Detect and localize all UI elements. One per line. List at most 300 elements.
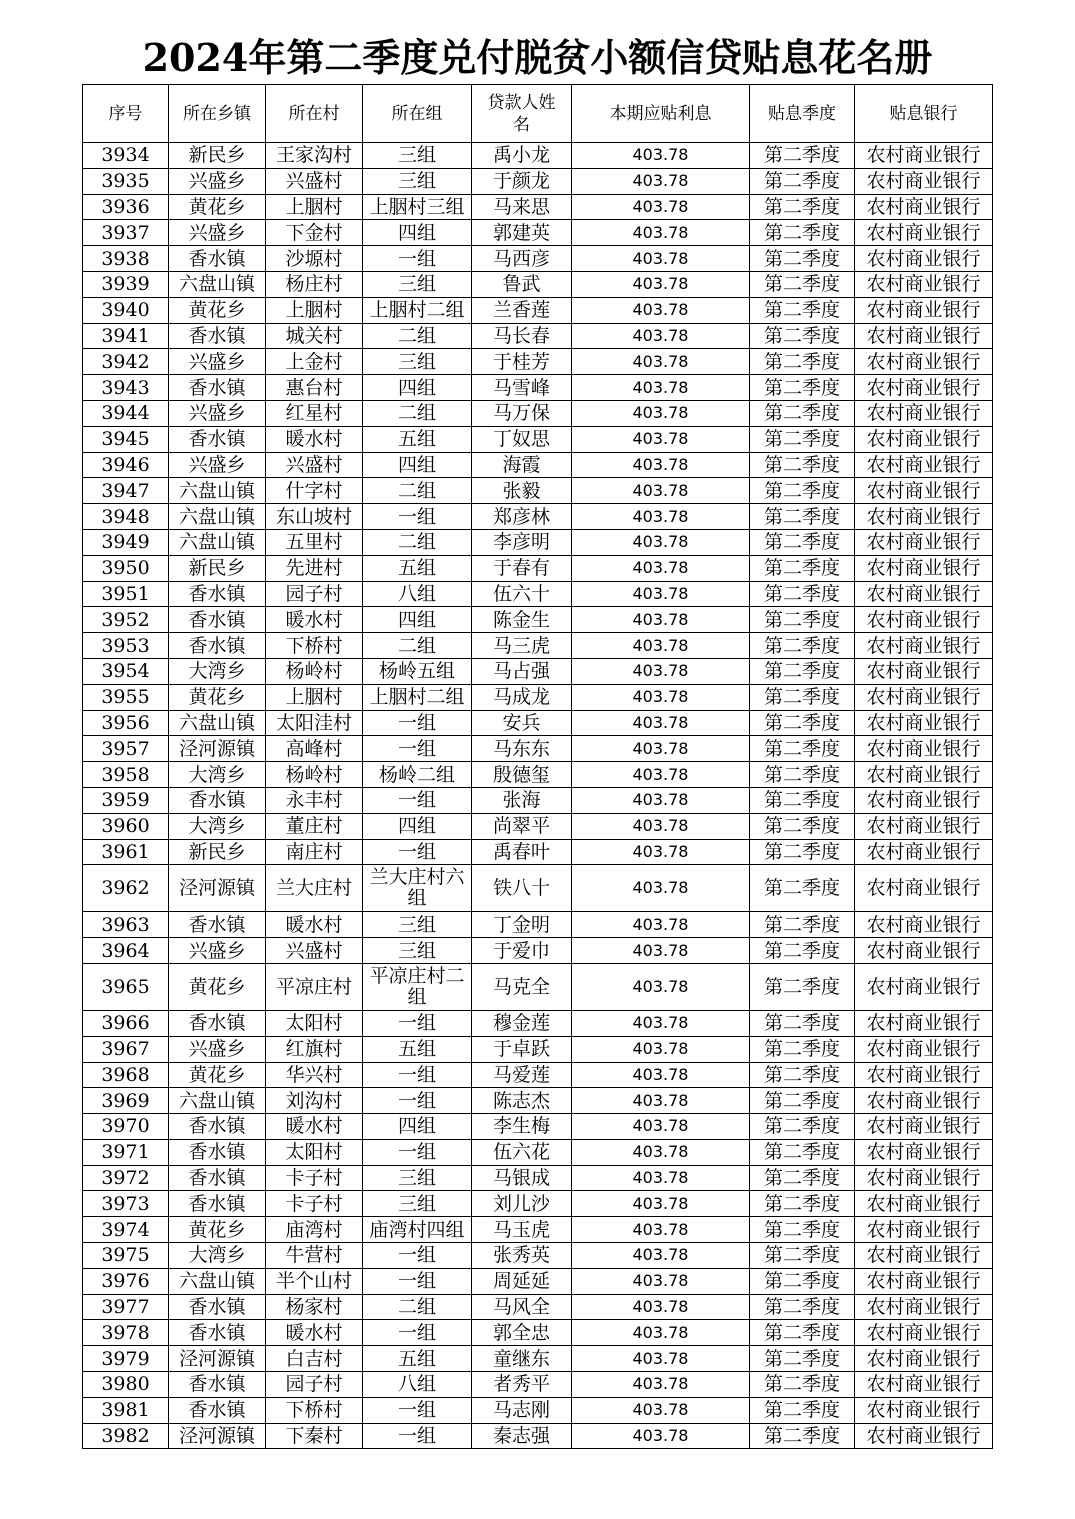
bank-cell: 农村商业银行: [855, 787, 993, 813]
quarter-cell: 第二季度: [750, 194, 855, 220]
township-cell: 香水镇: [169, 426, 266, 452]
bank-cell: 农村商业银行: [855, 1397, 993, 1423]
table-row: [83, 1217, 993, 1243]
seq-cell: 3937: [83, 220, 169, 246]
bank-cell: 农村商业银行: [855, 581, 993, 607]
interest-cell: 403.78: [572, 1114, 750, 1140]
interest-cell: 403.78: [572, 246, 750, 272]
group-cell: 五组: [363, 555, 472, 581]
seq-cell: 3957: [83, 736, 169, 762]
group-cell: 一组: [363, 1320, 472, 1346]
seq-cell: 3979: [83, 1346, 169, 1372]
township-cell: 香水镇: [169, 787, 266, 813]
seq-cell: 3960: [83, 813, 169, 839]
quarter-cell: 第二季度: [750, 813, 855, 839]
seq-cell: 3963: [83, 912, 169, 938]
interest-cell: 403.78: [572, 736, 750, 762]
group-cell: 二组: [363, 633, 472, 659]
quarter-cell: 第二季度: [750, 581, 855, 607]
township-cell: 兴盛乡: [169, 1036, 266, 1062]
table-row: [83, 839, 993, 865]
seq-cell: 3965: [83, 963, 169, 1010]
group-cell: 三组: [363, 271, 472, 297]
seq-cell: 3976: [83, 1268, 169, 1294]
township-cell: 六盘山镇: [169, 710, 266, 736]
interest-cell: 403.78: [572, 143, 750, 169]
township-cell: 黄花乡: [169, 297, 266, 323]
township-cell: 香水镇: [169, 375, 266, 401]
quarter-cell: 第二季度: [750, 271, 855, 297]
township-cell: 六盘山镇: [169, 271, 266, 297]
seq-cell: 3971: [83, 1139, 169, 1165]
group-cell: 一组: [363, 1010, 472, 1036]
seq-cell: 3977: [83, 1294, 169, 1320]
township-cell: 泾河源镇: [169, 736, 266, 762]
borrower-cell: 者秀平: [472, 1372, 572, 1398]
borrower-cell: 马占强: [472, 658, 572, 684]
seq-cell: 3939: [83, 271, 169, 297]
township-cell: 六盘山镇: [169, 529, 266, 555]
township-cell: 香水镇: [169, 581, 266, 607]
quarter-cell: 第二季度: [750, 400, 855, 426]
quarter-cell: 第二季度: [750, 1346, 855, 1372]
township-cell: 大湾乡: [169, 813, 266, 839]
borrower-cell: 于卓跃: [472, 1036, 572, 1062]
village-cell: 兰大庄村: [266, 865, 363, 912]
bank-cell: 农村商业银行: [855, 220, 993, 246]
township-cell: 香水镇: [169, 1191, 266, 1217]
village-cell: 暖水村: [266, 1320, 363, 1346]
group-cell: 四组: [363, 813, 472, 839]
bank-cell: 农村商业银行: [855, 555, 993, 581]
village-cell: 杨岭村: [266, 762, 363, 788]
table-row: [83, 1088, 993, 1114]
village-cell: 上金村: [266, 349, 363, 375]
village-cell: 暖水村: [266, 912, 363, 938]
township-cell: 兴盛乡: [169, 938, 266, 964]
borrower-cell: 刘儿沙: [472, 1191, 572, 1217]
village-cell: 先进村: [266, 555, 363, 581]
seq-cell: 3946: [83, 452, 169, 478]
bank-cell: 农村商业银行: [855, 1165, 993, 1191]
interest-cell: 403.78: [572, 658, 750, 684]
borrower-cell: 周延延: [472, 1268, 572, 1294]
interest-cell: 403.78: [572, 607, 750, 633]
bank-cell: 农村商业银行: [855, 633, 993, 659]
seq-cell: 3948: [83, 504, 169, 530]
village-cell: 王家沟村: [266, 143, 363, 169]
bank-cell: 农村商业银行: [855, 375, 993, 401]
borrower-cell: 伍六花: [472, 1139, 572, 1165]
bank-cell: 农村商业银行: [855, 143, 993, 169]
borrower-cell: 马长春: [472, 323, 572, 349]
group-cell: 一组: [363, 1397, 472, 1423]
interest-cell: 403.78: [572, 168, 750, 194]
quarter-cell: 第二季度: [750, 633, 855, 659]
seq-cell: 3955: [83, 684, 169, 710]
column-header-township: 所在乡镇: [169, 85, 266, 143]
township-cell: 香水镇: [169, 1397, 266, 1423]
township-cell: 香水镇: [169, 607, 266, 633]
borrower-cell: 陈金生: [472, 607, 572, 633]
interest-cell: 403.78: [572, 839, 750, 865]
interest-cell: 403.78: [572, 963, 750, 1010]
group-cell: 上胭村三组: [363, 194, 472, 220]
table-row: [83, 1268, 993, 1294]
table-row: [83, 323, 993, 349]
table-row: [83, 375, 993, 401]
seq-cell: 3962: [83, 865, 169, 912]
table-row: [83, 555, 993, 581]
group-cell: 四组: [363, 220, 472, 246]
interest-cell: 403.78: [572, 912, 750, 938]
group-cell: 三组: [363, 938, 472, 964]
group-cell: 五组: [363, 1036, 472, 1062]
bank-cell: 农村商业银行: [855, 1036, 993, 1062]
seq-cell: 3956: [83, 710, 169, 736]
table-row: [83, 400, 993, 426]
interest-cell: 403.78: [572, 400, 750, 426]
table-row: [83, 710, 993, 736]
bank-cell: 农村商业银行: [855, 478, 993, 504]
column-header-village: 所在村: [266, 85, 363, 143]
quarter-cell: 第二季度: [750, 1320, 855, 1346]
seq-cell: 3959: [83, 787, 169, 813]
table-row: [83, 1036, 993, 1062]
interest-cell: 403.78: [572, 865, 750, 912]
quarter-cell: 第二季度: [750, 297, 855, 323]
borrower-cell: 丁金明: [472, 912, 572, 938]
village-cell: 庙湾村: [266, 1217, 363, 1243]
village-cell: 兴盛村: [266, 168, 363, 194]
header-row: [83, 85, 993, 143]
group-cell: 杨岭五组: [363, 658, 472, 684]
borrower-cell: 马来思: [472, 194, 572, 220]
group-cell: 一组: [363, 504, 472, 530]
borrower-cell: 张毅: [472, 478, 572, 504]
township-cell: 黄花乡: [169, 194, 266, 220]
quarter-cell: 第二季度: [750, 452, 855, 478]
village-cell: 白吉村: [266, 1346, 363, 1372]
group-cell: 一组: [363, 246, 472, 272]
group-cell: 一组: [363, 839, 472, 865]
village-cell: 惠台村: [266, 375, 363, 401]
seq-cell: 3968: [83, 1062, 169, 1088]
group-cell: 一组: [363, 1268, 472, 1294]
township-cell: 香水镇: [169, 1114, 266, 1140]
interest-cell: 403.78: [572, 271, 750, 297]
borrower-cell: 马克全: [472, 963, 572, 1010]
borrower-cell: 于爱巾: [472, 938, 572, 964]
interest-cell: 403.78: [572, 323, 750, 349]
borrower-cell: 兰香莲: [472, 297, 572, 323]
seq-cell: 3969: [83, 1088, 169, 1114]
township-cell: 新民乡: [169, 839, 266, 865]
bank-cell: 农村商业银行: [855, 400, 993, 426]
quarter-cell: 第二季度: [750, 736, 855, 762]
interest-cell: 403.78: [572, 762, 750, 788]
seq-cell: 3982: [83, 1423, 169, 1449]
interest-cell: 403.78: [572, 1423, 750, 1449]
township-cell: 泾河源镇: [169, 1423, 266, 1449]
seq-cell: 3967: [83, 1036, 169, 1062]
village-cell: 城关村: [266, 323, 363, 349]
column-header-borrower: 贷款人姓名: [472, 85, 572, 143]
seq-cell: 3954: [83, 658, 169, 684]
table-row: [83, 1139, 993, 1165]
seq-cell: 3980: [83, 1372, 169, 1398]
bank-cell: 农村商业银行: [855, 349, 993, 375]
group-cell: 二组: [363, 323, 472, 349]
interest-cell: 403.78: [572, 555, 750, 581]
township-cell: 泾河源镇: [169, 1346, 266, 1372]
seq-cell: 3943: [83, 375, 169, 401]
borrower-cell: 马东东: [472, 736, 572, 762]
township-cell: 香水镇: [169, 246, 266, 272]
interest-cell: 403.78: [572, 1243, 750, 1269]
borrower-cell: 马银成: [472, 1165, 572, 1191]
bank-cell: 农村商业银行: [855, 839, 993, 865]
table-row: [83, 1062, 993, 1088]
borrower-cell: 马风全: [472, 1294, 572, 1320]
borrower-cell: 郭全忠: [472, 1320, 572, 1346]
township-cell: 兴盛乡: [169, 349, 266, 375]
interest-cell: 403.78: [572, 1397, 750, 1423]
group-cell: 上胭村二组: [363, 297, 472, 323]
quarter-cell: 第二季度: [750, 865, 855, 912]
column-header-interest: 本期应贴利息: [572, 85, 750, 143]
interest-cell: 403.78: [572, 1191, 750, 1217]
bank-cell: 农村商业银行: [855, 1372, 993, 1398]
quarter-cell: 第二季度: [750, 1268, 855, 1294]
interest-cell: 403.78: [572, 1165, 750, 1191]
interest-cell: 403.78: [572, 1139, 750, 1165]
interest-cell: 403.78: [572, 787, 750, 813]
quarter-cell: 第二季度: [750, 658, 855, 684]
borrower-cell: 伍六十: [472, 581, 572, 607]
village-cell: 高峰村: [266, 736, 363, 762]
township-cell: 新民乡: [169, 143, 266, 169]
township-cell: 香水镇: [169, 1010, 266, 1036]
quarter-cell: 第二季度: [750, 1165, 855, 1191]
bank-cell: 农村商业银行: [855, 1217, 993, 1243]
quarter-cell: 第二季度: [750, 1243, 855, 1269]
table-row: [83, 1243, 993, 1269]
group-cell: 四组: [363, 375, 472, 401]
borrower-cell: 于春有: [472, 555, 572, 581]
bank-cell: 农村商业银行: [855, 938, 993, 964]
interest-cell: 403.78: [572, 1268, 750, 1294]
seq-cell: 3942: [83, 349, 169, 375]
interest-cell: 403.78: [572, 297, 750, 323]
quarter-cell: 第二季度: [750, 1036, 855, 1062]
group-cell: 八组: [363, 1372, 472, 1398]
quarter-cell: 第二季度: [750, 963, 855, 1010]
bank-cell: 农村商业银行: [855, 865, 993, 912]
quarter-cell: 第二季度: [750, 1010, 855, 1036]
township-cell: 大湾乡: [169, 1243, 266, 1269]
interest-cell: 403.78: [572, 529, 750, 555]
table-row: [83, 736, 993, 762]
borrower-cell: 马雪峰: [472, 375, 572, 401]
village-cell: 卡子村: [266, 1165, 363, 1191]
group-cell: 三组: [363, 349, 472, 375]
seq-cell: 3964: [83, 938, 169, 964]
borrower-cell: 丁奴思: [472, 426, 572, 452]
table-row: [83, 529, 993, 555]
borrower-cell: 李彦明: [472, 529, 572, 555]
village-cell: 上胭村: [266, 297, 363, 323]
village-cell: 董庄村: [266, 813, 363, 839]
table-row: [83, 220, 993, 246]
seq-cell: 3974: [83, 1217, 169, 1243]
quarter-cell: 第二季度: [750, 839, 855, 865]
bank-cell: 农村商业银行: [855, 246, 993, 272]
quarter-cell: 第二季度: [750, 1294, 855, 1320]
township-cell: 黄花乡: [169, 963, 266, 1010]
village-cell: 什字村: [266, 478, 363, 504]
village-cell: 红星村: [266, 400, 363, 426]
village-cell: 园子村: [266, 1372, 363, 1398]
township-cell: 兴盛乡: [169, 400, 266, 426]
village-cell: 红旗村: [266, 1036, 363, 1062]
seq-cell: 3944: [83, 400, 169, 426]
table-row: [83, 143, 993, 169]
group-cell: 二组: [363, 478, 472, 504]
roster-table: [82, 84, 993, 1449]
quarter-cell: 第二季度: [750, 555, 855, 581]
group-cell: 一组: [363, 736, 472, 762]
village-cell: 上胭村: [266, 194, 363, 220]
interest-cell: 403.78: [572, 1346, 750, 1372]
quarter-cell: 第二季度: [750, 375, 855, 401]
borrower-cell: 童继东: [472, 1346, 572, 1372]
township-cell: 黄花乡: [169, 1062, 266, 1088]
quarter-cell: 第二季度: [750, 1139, 855, 1165]
bank-cell: 农村商业银行: [855, 684, 993, 710]
group-cell: 兰大庄村六组: [363, 865, 472, 912]
quarter-cell: 第二季度: [750, 529, 855, 555]
table-row: [83, 504, 993, 530]
quarter-cell: 第二季度: [750, 787, 855, 813]
interest-cell: 403.78: [572, 220, 750, 246]
table-row: [83, 787, 993, 813]
table-row: [83, 1320, 993, 1346]
bank-cell: 农村商业银行: [855, 1346, 993, 1372]
table-row: [83, 349, 993, 375]
village-cell: 半个山村: [266, 1268, 363, 1294]
group-cell: 三组: [363, 1165, 472, 1191]
bank-cell: 农村商业银行: [855, 963, 993, 1010]
village-cell: 沙塬村: [266, 246, 363, 272]
township-cell: 黄花乡: [169, 684, 266, 710]
interest-cell: 403.78: [572, 194, 750, 220]
borrower-cell: 殷德玺: [472, 762, 572, 788]
group-cell: 平凉庄村二组: [363, 963, 472, 1010]
village-cell: 兴盛村: [266, 452, 363, 478]
borrower-cell: 马爱莲: [472, 1062, 572, 1088]
interest-cell: 403.78: [572, 1062, 750, 1088]
borrower-cell: 铁八十: [472, 865, 572, 912]
borrower-cell: 于颜龙: [472, 168, 572, 194]
bank-cell: 农村商业银行: [855, 1423, 993, 1449]
interest-cell: 403.78: [572, 1036, 750, 1062]
bank-cell: 农村商业银行: [855, 297, 993, 323]
bank-cell: 农村商业银行: [855, 452, 993, 478]
quarter-cell: 第二季度: [750, 349, 855, 375]
bank-cell: 农村商业银行: [855, 813, 993, 839]
table-row: [83, 813, 993, 839]
column-header-seq: 序号: [83, 85, 169, 143]
group-cell: 三组: [363, 168, 472, 194]
township-cell: 兴盛乡: [169, 168, 266, 194]
table-row: [83, 271, 993, 297]
group-cell: 四组: [363, 607, 472, 633]
borrower-cell: 秦志强: [472, 1423, 572, 1449]
table-row: [83, 963, 993, 1010]
village-cell: 太阳村: [266, 1139, 363, 1165]
seq-cell: 3981: [83, 1397, 169, 1423]
table-row: [83, 607, 993, 633]
table-row: [83, 297, 993, 323]
seq-cell: 3972: [83, 1165, 169, 1191]
group-cell: 二组: [363, 1294, 472, 1320]
seq-cell: 3940: [83, 297, 169, 323]
bank-cell: 农村商业银行: [855, 912, 993, 938]
table-row: [83, 452, 993, 478]
group-cell: 三组: [363, 143, 472, 169]
group-cell: 一组: [363, 1243, 472, 1269]
table-row: [83, 1191, 993, 1217]
borrower-cell: 海霞: [472, 452, 572, 478]
bank-cell: 农村商业银行: [855, 168, 993, 194]
table-row: [83, 938, 993, 964]
bank-cell: 农村商业银行: [855, 1114, 993, 1140]
group-cell: 八组: [363, 581, 472, 607]
table-row: [83, 912, 993, 938]
quarter-cell: 第二季度: [750, 1217, 855, 1243]
seq-cell: 3966: [83, 1010, 169, 1036]
township-cell: 香水镇: [169, 1320, 266, 1346]
borrower-cell: 鲁武: [472, 271, 572, 297]
quarter-cell: 第二季度: [750, 478, 855, 504]
group-cell: 一组: [363, 1139, 472, 1165]
bank-cell: 农村商业银行: [855, 736, 993, 762]
village-cell: 暖水村: [266, 1114, 363, 1140]
village-cell: 太阳村: [266, 1010, 363, 1036]
borrower-cell: 安兵: [472, 710, 572, 736]
township-cell: 六盘山镇: [169, 1268, 266, 1294]
table-row: [83, 1423, 993, 1449]
village-cell: 平凉庄村: [266, 963, 363, 1010]
village-cell: 永丰村: [266, 787, 363, 813]
township-cell: 香水镇: [169, 323, 266, 349]
table-row: [83, 1346, 993, 1372]
page-title: 2024年第二季度兑付脱贫小额信贷贴息花名册: [142, 35, 933, 80]
township-cell: 六盘山镇: [169, 504, 266, 530]
township-cell: 泾河源镇: [169, 865, 266, 912]
village-cell: 牛营村: [266, 1243, 363, 1269]
township-cell: 香水镇: [169, 633, 266, 659]
table-row: [83, 633, 993, 659]
seq-cell: 3936: [83, 194, 169, 220]
township-cell: 兴盛乡: [169, 220, 266, 246]
interest-cell: 403.78: [572, 375, 750, 401]
village-cell: 兴盛村: [266, 938, 363, 964]
quarter-cell: 第二季度: [750, 220, 855, 246]
village-cell: 杨家村: [266, 1294, 363, 1320]
quarter-cell: 第二季度: [750, 762, 855, 788]
